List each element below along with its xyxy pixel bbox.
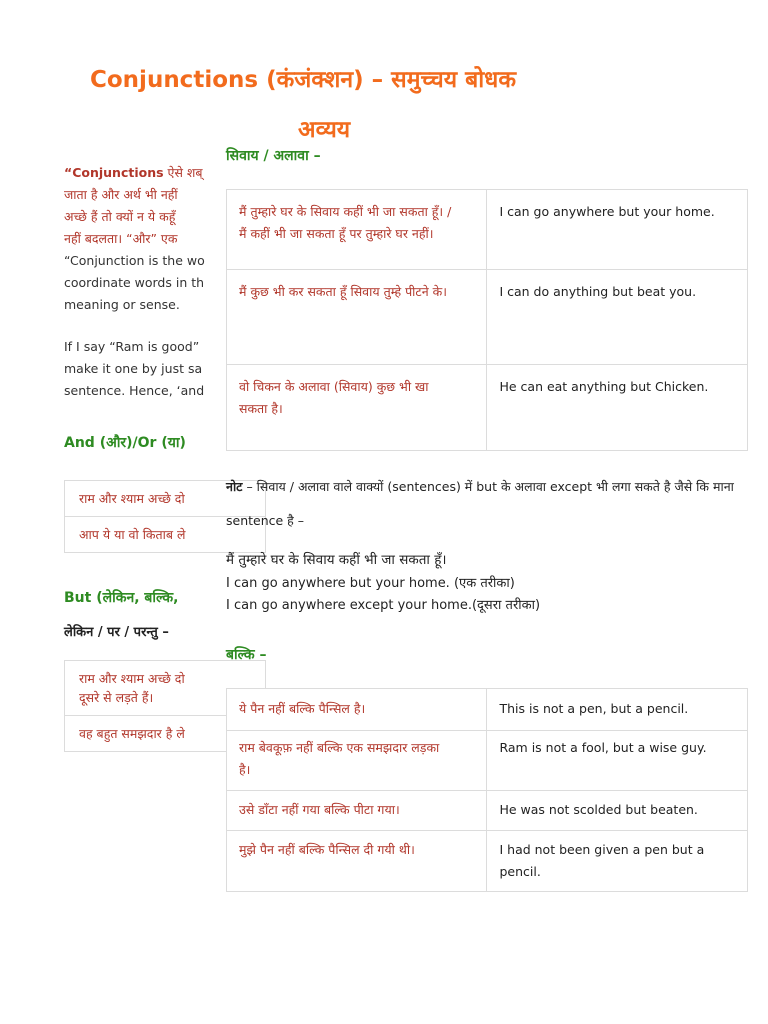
table-row (227, 689, 748, 731)
but-subheading: लेकिन / पर / परन्तु – (64, 625, 169, 640)
intro-english-line: meaning or sense. (64, 297, 180, 312)
table-row (227, 731, 748, 791)
table-row (227, 365, 748, 451)
left-column (0, 150, 205, 850)
example-english-line: make it one by just sa (64, 361, 203, 376)
note-example-english: I can go anywhere except your home.(दूसरा तरीका) (226, 598, 541, 613)
table-row: राम और श्याम अच्छे दो दूसरे से लड़ते हैं। (79, 671, 185, 705)
hindi-cell: ये पैन नहीं बल्कि पैन्सिल है। (227, 689, 487, 731)
note-paragraph: नोट – सिवाय / अलावा वाले वाक्यों (sentences) में but के अलावा except भी लगा सकते है जैसे कि माना (226, 479, 734, 494)
but-heading: But (लेकिन, बल्कि, (64, 590, 179, 606)
hindi-cell: उसे डाँटा नहीं गया बल्कि पीटा गया। (227, 791, 487, 831)
english-cell: I can do anything but beat you. (487, 270, 748, 365)
english-cell: I had not been given a pen but a pencil. (487, 831, 748, 892)
intro-hindi-line: जाता है और अर्थ भी नहीं (64, 187, 178, 202)
example-english-line: If I say “Ram is good” (64, 339, 200, 354)
page-title: Conjunctions (कंजंक्शन) – समुच्चय बोधक (90, 67, 516, 93)
intro-hindi-line: नहीं बदलता। “और” एक (64, 231, 178, 246)
intro-english-line: coordinate words in th (64, 275, 205, 290)
hindi-cell: मुझे पैन नहीं बल्कि पैन्सिल दी गयी थी। (227, 831, 487, 892)
hindi-cell: मैं कुछ भी कर सकता हूँ सिवाय तुम्हे पीटने के। (227, 270, 487, 365)
intro-hindi-line: अच्छे हैं तो क्यों न ये कहूँ (64, 209, 176, 224)
hindi-cell: राम बेवकूफ़ नहीं बल्कि एक समझदार लड़का है। (227, 731, 487, 791)
english-cell: This is not a pen, but a pencil. (487, 689, 748, 731)
table-row (227, 190, 748, 270)
except-table (226, 189, 748, 451)
except-heading: सिवाय / अलावा – (226, 148, 321, 164)
english-cell: He was not scolded but beaten. (487, 791, 748, 831)
note-paragraph-continued: sentence है – (226, 513, 305, 528)
intro-english-line: “Conjunction is the wo (64, 253, 205, 268)
table-row (227, 270, 748, 365)
table-row (227, 791, 748, 831)
english-cell: I can go anywhere but your home. (487, 190, 748, 270)
hindi-cell: वो चिकन के अलावा (सिवाय) कुछ भी खा सकता है। (227, 365, 487, 451)
english-cell: Ram is not a fool, but a wise guy. (487, 731, 748, 791)
conjunctions-term: “Conjunctions (64, 165, 164, 180)
and-or-heading: And (और)/Or (या) (64, 435, 186, 451)
rather-heading: बल्कि – (226, 647, 267, 663)
english-cell: He can eat anything but Chicken. (487, 365, 748, 451)
table-row: आप ये या वो किताब ले (65, 516, 265, 552)
example-english-line: sentence. Hence, ‘and (64, 383, 205, 398)
table-row: राम और श्याम अच्छे दो (79, 491, 185, 506)
note-example-hindi: मैं तुम्हारे घर के सिवाय कहीं भी जा सकता हूँ। (226, 552, 447, 568)
rather-table (226, 688, 748, 892)
table-row: वह बहुत समझदार है ले (65, 715, 265, 751)
hindi-cell: मैं तुम्हारे घर के सिवाय कहीं भी जा सकता हूँ। / मैं कहीं भी जा सकता हूँ पर तुम्हारे घर नहीं। (227, 190, 487, 270)
table-row (227, 831, 748, 892)
page-title-continued: अव्यय (298, 117, 351, 143)
intro-hindi-line: “Conjunctions ऐसे शब् (64, 165, 203, 180)
note-example-english: I can go anywhere but your home. (एक तरीका) (226, 576, 515, 591)
note-label: नोट (226, 479, 243, 494)
